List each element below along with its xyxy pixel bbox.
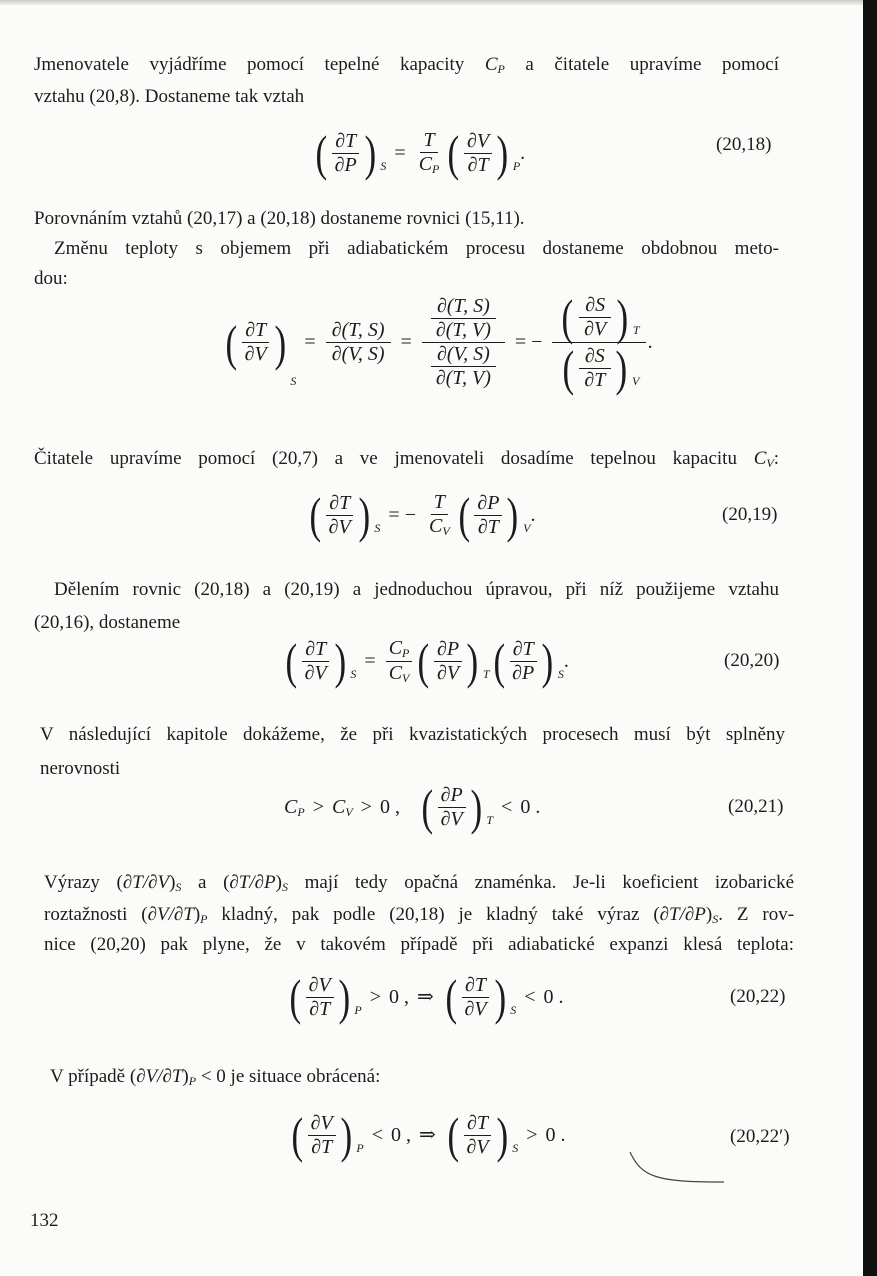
equation-jacobian: ( $\frac{\partial T}{\partial V}$ ) S = $\frac{\partial(T, S)}{\partial(V, S)}$ = $\frac{\frac{\partial(T, S)}{\partial(T, V)}}{\frac{\partial(V, S)}{\partial(T, V)}}$ = − ( $\frac{\partial S}{\partial V}$ ) T ( $\frac{\partial S}{\partial T}$ ) V . <box>225 289 653 396</box>
equation-number: (20,19) <box>722 504 778 525</box>
paragraph-line: nerovnosti <box>40 758 121 779</box>
equation-number: (20,22) <box>730 986 786 1007</box>
paragraph-line: Čitatele upravíme pomocí (20,7) a ve jmenovateli dosadíme tepelnou kapacitu CV: <box>34 448 779 470</box>
equation-number: (20,22′) <box>730 1126 790 1147</box>
equation-20-22-prime: ( $\frac{\partial V}{\partial T}$ ) P < 0 , ⇒ ( $\frac{\partial T}{\partial V}$ ) S > 0 . <box>291 1107 566 1163</box>
paragraph-line: V následující kapitole dokážeme, že při kvazistatických procesech musí být splněny <box>40 724 785 745</box>
paragraph-line: roztažnosti (∂V/∂T)P kladný, pak podle (20,18) je kladný také výraz (∂T/∂P)S. Z rov- <box>44 904 795 926</box>
equation-20-19: ( $\frac{\partial T}{\partial V}$ ) S = − $\frac{T}{CV}$ ( $\frac{\partial P}{\partial T}$ ) V . <box>309 487 536 543</box>
paragraph-line: vztahu (20,8). Dostaneme tak vztah <box>34 86 305 107</box>
page-number: 132 <box>30 1210 59 1231</box>
equation-number: (20,18) <box>716 134 772 155</box>
scan-binding-edge <box>863 0 877 1276</box>
paragraph-line: Dělením rovnic (20,18) a (20,19) a jednoduchou úpravou, při níž použijeme vztahu <box>54 579 779 600</box>
paragraph-line: dou: <box>34 268 68 289</box>
paragraph-line: Výrazy (∂T/∂V)S a (∂T/∂P)S mají tedy opačná znaménka. Je-li koeficient izobarické <box>44 872 795 894</box>
equation-20-20: ( $\frac{\partial T}{\partial V}$ ) S = $\frac{CP}{CV}$ ( $\frac{\partial P}{\partial V}$ ) T ( $\frac{\partial T}{\partial P}$ ) S . <box>285 633 569 689</box>
paragraph-line: Jmenovatele vyjádříme pomocí tepelné kapacity CP a čitatele upravíme pomocí <box>34 54 780 76</box>
pencil-stroke <box>628 1148 728 1188</box>
equation-number: (20,20) <box>724 650 780 671</box>
equation-20-21: CP > CV > 0 , ( $\frac{\partial P}{\partial V}$ ) T < 0 . <box>284 779 541 835</box>
paragraph-line: (20,16), dostaneme <box>34 612 181 633</box>
paragraph-line: Porovnáním vztahů (20,17) a (20,18) dostaneme rovnici (15,11). <box>34 208 525 229</box>
paragraph-line: Změnu teploty s objemem při adiabatickém procesu dostaneme obdobnou meto- <box>54 238 779 259</box>
paragraph-line: nice (20,20) pak plyne, že v takovém případě při adiabatické expanzi klesá teplota: <box>44 934 794 955</box>
paragraph-line: V případě (∂V/∂T)P < 0 je situace obrácená: <box>50 1066 381 1088</box>
equation-20-18: ( $\frac{\partial T}{\partial P}$ ) S = $\frac{T}{CP}$ ( $\frac{\partial V}{\partial T}$ ) P . <box>315 125 526 181</box>
equation-20-22: ( $\frac{\partial V}{\partial T}$ ) P > 0 , ⇒ ( $\frac{\partial T}{\partial V}$ ) S < 0 . <box>289 969 564 1025</box>
equation-number: (20,21) <box>728 796 784 817</box>
scan-top-shadow <box>0 0 863 6</box>
